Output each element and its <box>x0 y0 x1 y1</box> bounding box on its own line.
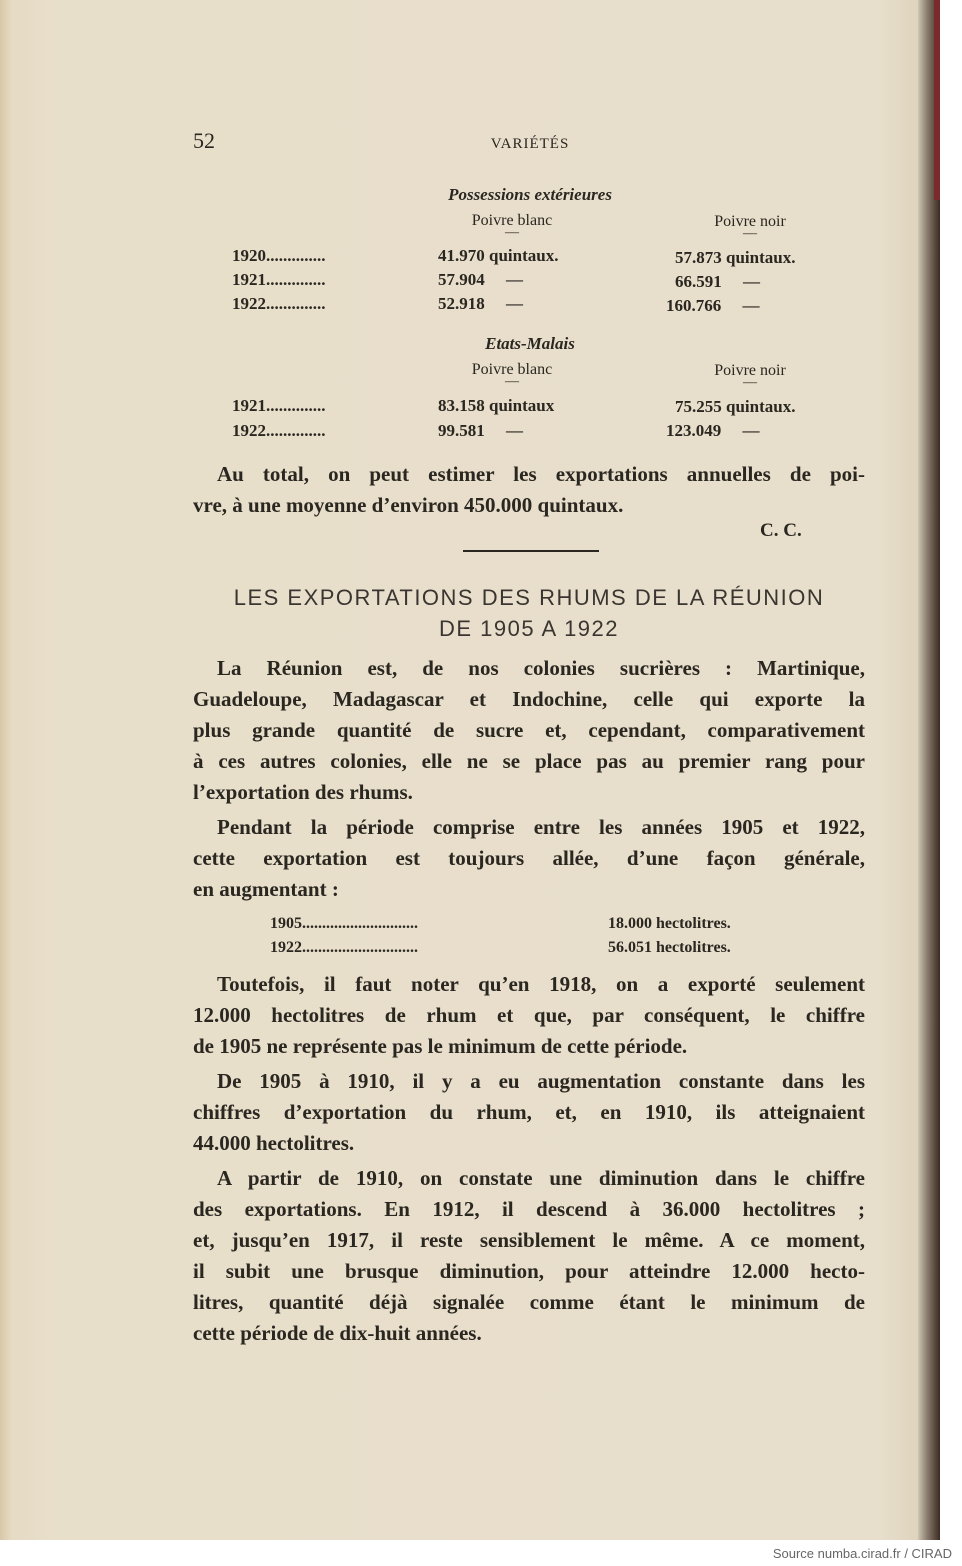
column-header-text: Poivre blanc <box>471 361 553 378</box>
table-cell: 75.255 quintaux. <box>675 397 796 416</box>
signature: C. C. <box>760 520 802 541</box>
text-line: à ces autres colonies, elle ne se place pas au premier rang pour <box>193 749 865 773</box>
text-line: cette période de dix-huit années. <box>193 1321 482 1345</box>
text-line: cette exportation est toujours allée, d’une façon générale, <box>193 846 865 870</box>
table-cell: 160.766 — <box>666 296 760 315</box>
table-row-year: 1922.............. <box>232 421 326 440</box>
text-line: vre, à une moyenne d’environ 450.000 quintaux. <box>193 493 624 517</box>
table-row-year: 1921.............. <box>232 270 326 289</box>
column-header <box>412 361 612 389</box>
rhum-row-year: 1905............................. <box>270 915 418 932</box>
paragraph <box>193 653 865 808</box>
header-dash: — <box>743 375 757 390</box>
text-line: 44.000 hectolitres. <box>193 1131 355 1155</box>
running-head <box>0 136 962 153</box>
paragraph <box>193 1066 865 1159</box>
text-line: litres, quantité déjà signalée comme étant le minimum de <box>193 1290 865 1314</box>
rhum-row-year: 1922............................. <box>270 939 418 956</box>
article-title-line: LES EXPORTATIONS DES RHUMS DE LA RÉUNION <box>233 585 825 610</box>
table-cell: 123.049 — <box>666 421 760 440</box>
header-dash: — <box>505 374 519 389</box>
table-row-year: 1920.............. <box>232 246 326 265</box>
text-line: Toutefois, il faut noter qu’en 1918, on a exporté seulement <box>217 972 865 996</box>
column-header <box>650 362 850 390</box>
table-cell: 83.158 quintaux <box>438 396 555 415</box>
text-line: Au total, on peut estimer les exportations annuelles de poi- <box>217 462 865 486</box>
table-cell: 99.581 — <box>438 421 523 440</box>
text-line: l’exportation des rhums. <box>193 780 413 804</box>
column-header-text: Poivre blanc <box>471 212 553 229</box>
running-head-text: VARIÉTÉS <box>490 136 570 152</box>
table-cell: 41.970 quintaux. <box>438 246 559 265</box>
column-header-text: Poivre noir <box>714 362 786 379</box>
source-credit: Source numba.cirad.fr / CIRAD <box>772 1546 952 1561</box>
column-header <box>650 213 850 241</box>
table-cell: 57.904 — <box>438 270 523 289</box>
table-cell: 66.591 — <box>675 272 760 291</box>
table-title: Possessions extérieures <box>448 185 612 204</box>
rhum-row-value: 56.051 hectolitres. <box>608 939 731 956</box>
text-line: il subit une brusque diminution, pour atteindre 12.000 hecto- <box>193 1259 865 1283</box>
article-body-part2 <box>193 969 865 1349</box>
text-line: et, jusqu’en 1917, il reste sensiblement le même. A ce moment, <box>193 1228 865 1252</box>
column-header-text: Poivre noir <box>714 213 786 230</box>
paragraph <box>193 812 865 905</box>
text-line: en augmentant : <box>193 877 339 901</box>
column-header <box>412 212 612 240</box>
article-body-part1 <box>193 653 865 905</box>
conclusion-paragraph <box>193 459 865 521</box>
text-line: des exportations. En 1912, il descend à 36.000 hectolitres ; <box>193 1197 865 1221</box>
table-cell: 57.873 quintaux. <box>675 248 796 267</box>
text-line: de 1905 ne représente pas le minimum de cette période. <box>193 1034 688 1058</box>
table-cell: 52.918 — <box>438 294 523 313</box>
article-title-line: DE 1905 A 1922 <box>438 616 620 641</box>
text-line: Guadeloupe, Madagascar et Indochine, celle qui exporte la <box>193 687 865 711</box>
header-dash: — <box>505 225 519 240</box>
article-title <box>193 582 865 644</box>
text-line: 12.000 hectolitres de rhum et que, par conséquent, le chiffre <box>193 1003 865 1027</box>
table-row-year: 1921.............. <box>232 396 326 415</box>
paragraph <box>193 969 865 1062</box>
text-line: plus grande quantité de sucre et, cependant, comparativement <box>193 718 865 742</box>
text-line: Pendant la période comprise entre les années 1905 et 1922, <box>217 815 865 839</box>
section-divider <box>463 550 599 552</box>
binding-mark <box>934 0 940 200</box>
text-line: chiffres d’exportation du rhum, et, en 1910, ils atteignaient <box>193 1100 865 1124</box>
text-line: De 1905 à 1910, il y a eu augmentation constante dans les <box>217 1069 865 1093</box>
rhum-row-value: 18.000 hectolitres. <box>608 915 731 932</box>
book-edge <box>918 0 940 1540</box>
table-row-year: 1922.............. <box>232 294 326 313</box>
table-title: Etats-Malais <box>485 334 575 353</box>
text-line: La Réunion est, de nos colonies sucrières : Martinique, <box>217 656 865 680</box>
header-dash: — <box>743 226 757 241</box>
page-number: 52 <box>193 128 215 153</box>
text-line: A partir de 1910, on constate une diminution dans le chiffre <box>217 1166 865 1190</box>
paragraph <box>193 1163 865 1349</box>
